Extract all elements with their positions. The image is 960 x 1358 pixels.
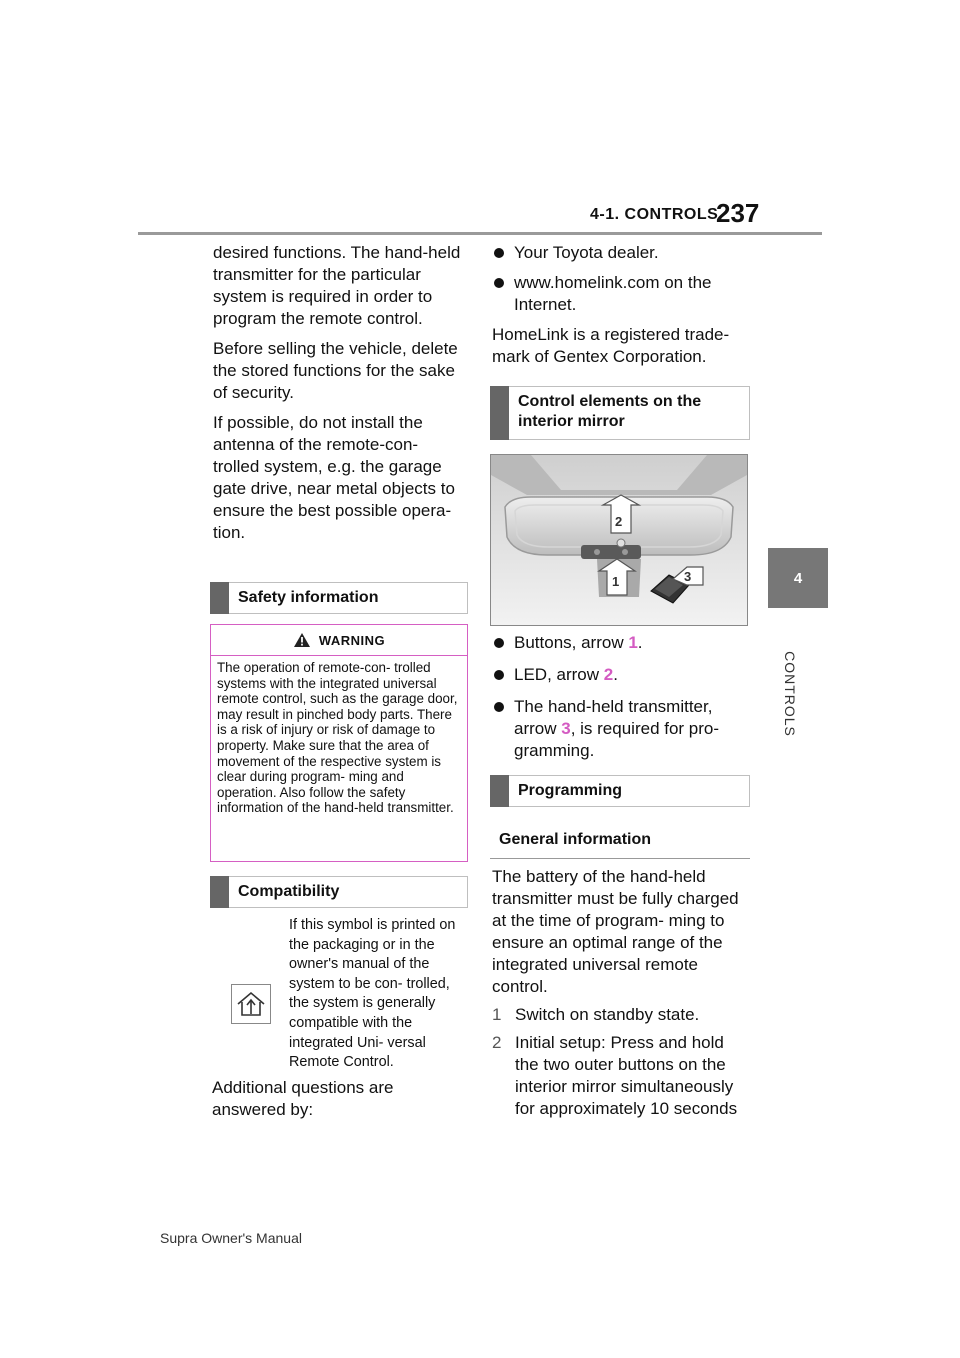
safety-information-heading: Safety information [210, 582, 468, 614]
contact-website: www.homelink.com on the Internet. [492, 272, 750, 316]
chapter-tab: 4 [768, 548, 828, 608]
general-information-heading: General information [499, 831, 652, 848]
heading-bar [490, 775, 509, 807]
legend-transmitter: The hand-held transmitter, arrow 3, is required for pro- gramming. [492, 696, 750, 762]
compatibility-heading: Compatibility [210, 876, 468, 908]
intro-paragraph-1: desired functions. The hand-held transmitter for the particular system is required in order to program the remote control. [213, 243, 461, 328]
subheading-rule [490, 858, 750, 859]
warning-icon [293, 632, 311, 648]
manual-footer: Supra Owner's Manual [160, 1230, 302, 1246]
chapter-tab-label-wrap [740, 651, 840, 737]
intro-paragraph-2: Before selling the vehicle, delete the stored functions for the sake of security. [213, 339, 458, 402]
heading-bar [490, 386, 509, 440]
arrow-legend [492, 632, 750, 762]
heading-bar [210, 582, 229, 614]
header-rule [138, 232, 822, 235]
compatibility-symbol [231, 984, 271, 1024]
programming-heading: Programming [490, 775, 750, 807]
running-header-section: 4-1. CONTROLS [590, 206, 719, 223]
page-number: 237 [716, 198, 760, 228]
interior-mirror-figure [490, 454, 748, 626]
compatibility-text: If this symbol is printed on the packaging or in the owner's manual of the system to be con- trolled, the system is generally compatible with the integrated Uni- versal Remote Control. [289, 917, 456, 1071]
left-intro-text [213, 242, 465, 544]
contact-dealer: Your Toyota dealer. [492, 242, 750, 264]
legend-buttons: Buttons, arrow 1. [492, 632, 750, 654]
warning-header [211, 625, 467, 656]
step-2: 2 Initial setup: Press and hold the two outer buttons on the interior mirror simultaneously for approximately 10 seconds [492, 1033, 738, 1118]
control-elements-heading: Control elements on the interior mirror [490, 386, 750, 440]
trademark-note: HomeLink is a registered trade- mark of Gentex Corporation. [492, 325, 730, 366]
general-information-text [492, 866, 750, 1120]
chapter-tab-label: CONTROLS [781, 651, 798, 737]
warning-box [210, 624, 468, 862]
heading-bar [210, 876, 229, 908]
right-top-text [492, 242, 750, 368]
intro-paragraph-3: If possible, do not install the antenna of the remote-con- trolled system, e.g. the garage gate drive, near metal objects to ensure the best possible opera- tion. [213, 413, 455, 542]
house-arrow-icon [232, 985, 270, 1023]
warning-text: The operation of remote-con- trolled systems with the integrated universal remote control, such as the garage door, may result in pinched body parts. There is a risk of injury or risk of damage to property. Make sure that the area of movement of the respective system is clear during program- ming and operation. Also follow the safety information of the hand-held transmitter. [217, 660, 458, 816]
figure-label-2: 2 [615, 514, 623, 529]
legend-led: LED, arrow 2. [492, 664, 750, 686]
additional-questions: Additional questions are answered by: [212, 1078, 394, 1119]
battery-note: The battery of the hand-held transmitter must be fully charged at the time of program- ming to ensure an optimal range of the integrated universal remote control. [492, 867, 739, 996]
step-1: 1 Switch on standby state. [492, 1005, 700, 1024]
figure-label-3: 3 [684, 569, 692, 584]
figure-label-1: 1 [612, 574, 620, 589]
warning-label: WARNING [318, 632, 386, 648]
mirror-illustration [491, 455, 747, 625]
